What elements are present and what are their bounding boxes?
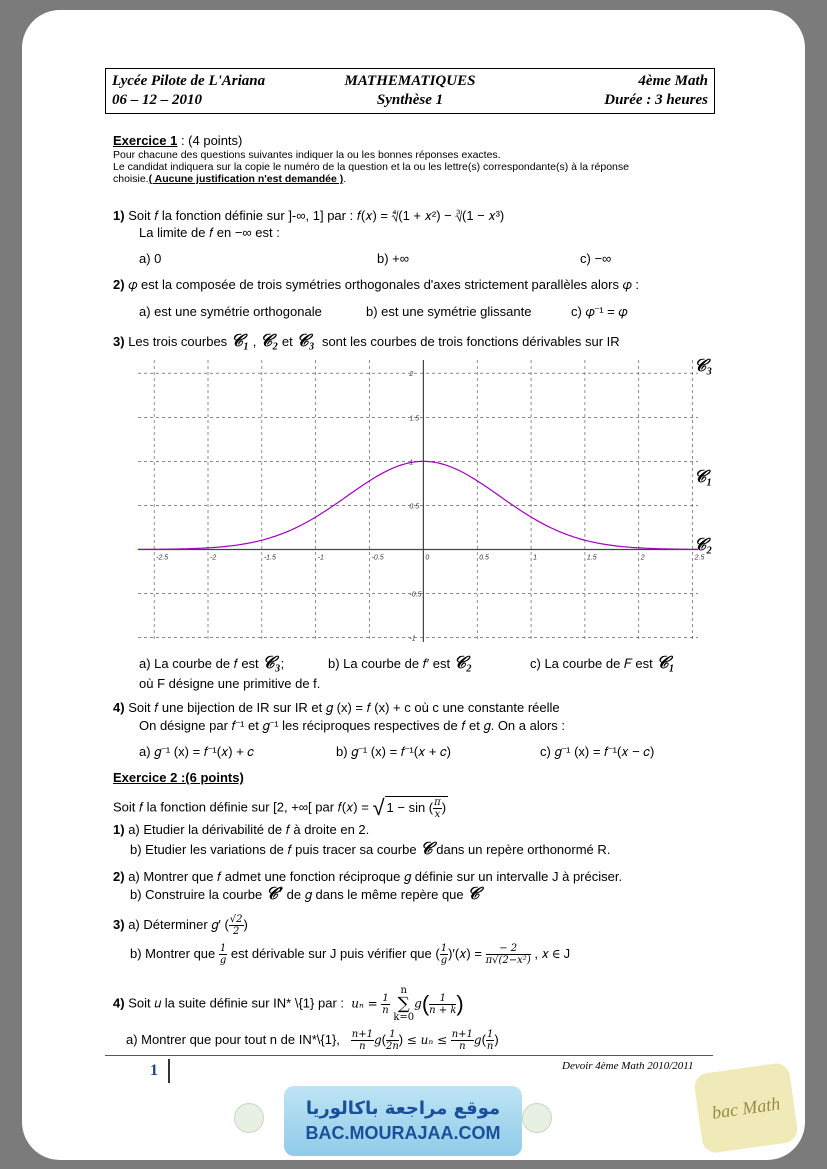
bac-math-badge: bac Math — [693, 1062, 799, 1155]
x-tick-label: 2 — [640, 554, 645, 562]
ex1-intro-2: Le candidat indiquera sur la copie le numéro de la question et la ou les lettre(s) correspondante(s) à la réponse — [113, 161, 629, 173]
x-tick-label: -1 — [317, 554, 324, 562]
ex2-q4-a: a) Montrer que pour tout n de IN*\{1}, — [126, 1031, 340, 1047]
q3-choice-a: a) La courbe de 𝑓 est — [139, 656, 259, 671]
ex2-q3-a-num: √2 — [229, 914, 243, 925]
ex2-q3-b-num-b: 1 — [440, 943, 448, 954]
ex2-q4-a-n1: n+1 — [351, 1029, 373, 1040]
q2-choice-c: c) 𝜑⁻¹ = 𝜑 — [571, 304, 628, 319]
ex2-q3-b2: est dérivable sur J puis vérifier que ( — [230, 945, 440, 961]
site-banner[interactable] — [284, 1086, 522, 1156]
c2-label: 𝒞₂ — [259, 331, 279, 350]
ex2-pi: 𝜋 — [434, 797, 441, 808]
level: 4ème Math — [638, 73, 708, 89]
right-logo-icon — [522, 1103, 552, 1133]
ex2-q4-num: 4) — [113, 995, 125, 1011]
ex2-q3-b-den2: 𝜋√(2−𝑥²) — [485, 955, 531, 966]
ex2-q4-formula: 𝑢ₙ = — [351, 996, 378, 1011]
ex1-no-justification: ( Aucune justification n'est demandée ) — [148, 173, 344, 185]
c1-label: 𝒞₁ — [230, 331, 250, 350]
ex2-q3-a: a) Déterminer 𝑔′ ( — [128, 916, 229, 932]
ex2-q3-a-den: 2 — [232, 926, 240, 937]
y-tick-label: 1.5 — [409, 415, 420, 423]
ex2-intro: Soit 𝑓 la fonction définie sur [2, +∞[ par 𝑓(𝑥) = — [113, 799, 369, 815]
exam-date: 06 – 12 – 2010 — [112, 92, 202, 108]
q4-choice-b: b) 𝑔⁻¹ (x) = 𝑓⁻¹(𝑥 + 𝑐) — [336, 744, 452, 759]
q2-text: 𝜑 est la composée de trois symétries orthogonales d'axes strictement parallèles alors 𝜑 : — [128, 277, 640, 292]
ex1-intro-3: choisie. — [113, 173, 149, 185]
graph-label-c2: 𝒞₂ — [694, 535, 713, 554]
ex2-q4-a-d2: n — [459, 1041, 466, 1052]
graph-label-c1: 𝒞₁ — [694, 467, 713, 486]
header-box — [105, 68, 715, 114]
ex2-q4-text: Soit 𝑢 la suite définie sur IN* \{1} par : — [128, 995, 345, 1011]
ex2-q3-b-den-b: 𝑔 — [440, 955, 448, 966]
site-url[interactable]: BAC.MOURAJAA.COM — [305, 1123, 501, 1143]
page-bar — [168, 1059, 170, 1083]
ex2-q3-b-num: 1 — [219, 943, 227, 954]
q4-num: 4) — [113, 700, 125, 715]
y-tick-label: 1 — [409, 459, 414, 467]
left-logo-icon — [234, 1103, 264, 1133]
ex2-q3-b-num2: − 2 — [486, 943, 531, 955]
footer-devoir: Devoir 4ème Math 2010/2011 — [562, 1060, 694, 1072]
graph-grid — [138, 360, 698, 642]
y-tick-label: -1 — [409, 635, 416, 643]
ex2-q2-curve-c: 𝒞 — [467, 884, 480, 903]
ex2-q2-a: a) Montrer que 𝑓 admet une fonction réciproque 𝑔 définie sur un intervalle J à préciser. — [128, 869, 623, 884]
ex2-q4-a-mid: ≤ 𝑢ₙ ≤ — [406, 1032, 448, 1047]
footer-line — [105, 1055, 713, 1056]
ex2-q1-num: 1) — [113, 822, 125, 837]
y-tick-label: -0.5 — [409, 591, 422, 599]
ex2-q1-b2: dans un repère orthonormé R. — [436, 842, 611, 857]
q4-text: Soit 𝑓 une bijection de IR sur IR et 𝑔 (x) = 𝑓 (x) + c où c une constante réelle — [128, 700, 560, 715]
ex2-q4-gn: 𝑛 + 𝑘 — [429, 1004, 457, 1016]
site-arabic: موقع مراجعة باكالوريا — [305, 1098, 501, 1119]
q1-choice-c: c) −∞ — [580, 251, 612, 266]
x-tick-label: 1 — [533, 554, 537, 562]
q3-text-b: sont les courbes de trois fonctions dérivables sur IR — [321, 334, 620, 349]
exam-sheet: Lycée Pilote de L'Ariana 4ème Math MATHEMATIQUES 06 – 12 – 2010 Durée : 3 heures Synthèse 1 Exercice 1 : (4 points) Pour chacune des questions suivantes indiquer la ou les bonnes réponses exactes. Le candidat indiquera sur la copie le numéro de la question et la ou les lettre(s) correspondante(s) à la réponse choisie.( Aucune justification n'est demandée ). 1) Soit 𝑓 la fonction définie sur ]-∞, 1] par : 𝑓(𝑥) = ∜(1 + 𝑥²) − ∛(1 − 𝑥³) La limite de 𝑓 en −∞ est : a) 0 b) +∞ c) −∞ 2) 𝜑 est la composée de trois symétries orthogonales d'axes strictement parallèles alors 𝜑 : a) est une symétrie orthogonale b) est une symétrie glissante c) 𝜑⁻¹ = 𝜑 3) Les trois courbes 𝒞₁ , 𝒞₂ et 𝒞₃ sont les courbes de trois fonctions dérivables sur IR -2.5 -2 -1.5 -1 -0.5 0 0.5 1 1.5 2 2.5 2 1.5 1 0.5 -0.5 -1 𝒞₃ 𝒞₁ 𝒞₂ a) La courbe de 𝑓 est 𝒞₃; b) La courbe de 𝑓′ est 𝒞₂ c) La courbe de 𝐹 est 𝒞₁ où F désigne une primitive de f. 4) Soit 𝑓 une bijection de IR sur IR et 𝑔 (x) = 𝑓 (x) + c où c une constante réelle On désigne par 𝑓⁻¹ et 𝑔⁻¹ les réciproques respectives de 𝑓 et 𝑔. On a alors : a) 𝑔⁻¹ (x) = 𝑓⁻¹(𝑥) + 𝑐 b) 𝑔⁻¹ (x) = 𝑓⁻¹(𝑥 + 𝑐) c) 𝑔⁻¹ (x) = 𝑓⁻¹(𝑥 − 𝑐) Exercice 2 :(6 points) Soit 𝑓 la fonction définie sur [2, +∞[ par 𝑓(𝑥) = √ 1 − sin ( $\frac{\text{𝜋}}{\text{𝑥}}$ ) 1) a) Etudier la dérivabilité de 𝑓 à droite en 2. b) Etudier les variations de 𝑓 puis tracer sa courbe 𝒞 dans un repère orthonormé R. 2) a) Montrer que 𝑓 admet une fonction réciproque 𝑔 définie sur un intervalle J à préciser. b) Construire la courbe 𝒞′ de 𝑔 dans le même repère que 𝒞 3) a) Déterminer 𝑔′ ( $\frac{√2}{2}$ ) b) Montrer que $\frac{1}{\text{𝑔}}$ est dérivable sur J puis vérifier que ( $\frac{1}{\text{𝑔}}$ )′(𝑥) = $\frac{- 2}{\text{𝜋√(2−𝑥²)}}$ , 𝑥 ∈ J 4) Soit 𝑢 la suite définie sur IN* \{1} par : 𝑢ₙ = $\frac{1}{\text{𝑛}}$ n ∑ k=0 𝑔( $\frac{1}{\text{𝑛 + 𝑘}}$ ) a) Montrer que pour tout n de IN*\{1}, $\frac{n+1}{n}$ 𝑔( $\frac{1}{2n}$ ) ≤ 𝑢ₙ ≤ $\frac{n+1}{n}$ 𝑔( $\frac{1}{n}$ ) 1 Devoir 4ème Math 2010/2011 موقع مراجعة باكالوريا BAC.MOURAJAA.COM bac Math — [22, 10, 805, 1160]
ex2-q4-a-g1d: 2n — [385, 1041, 399, 1052]
ex2-q4-sum-bot: k=0 — [393, 1012, 415, 1023]
x-tick-label: 2.5 — [694, 554, 705, 562]
q4-line2: On désigne par 𝑓⁻¹ et 𝑔⁻¹ les réciproques respectives de 𝑓 et 𝑔. On a alors : — [139, 718, 566, 733]
ex2-q4-a-g2d: n — [486, 1041, 494, 1052]
ex2-q4-a-d1: n — [359, 1041, 366, 1052]
ex2-q3-b3: )′(𝑥) = — [448, 945, 482, 961]
ex2-q4-1: 1 — [382, 992, 389, 1004]
ex1-intro-1: Pour chacune des questions suivantes indiquer la ou les bonnes réponses exactes. — [113, 149, 501, 161]
q1-num: 1) — [113, 208, 125, 223]
ex2-q4-a-n2: n+1 — [451, 1029, 473, 1040]
q4-choice-c: c) 𝑔⁻¹ (x) = 𝑓⁻¹(𝑥 − 𝑐) — [540, 744, 655, 759]
ex2-radicand: 1 − sin ( — [386, 799, 434, 815]
ex2-q2-b: b) Construire la courbe — [130, 887, 263, 902]
ex2-q1-a: a) Etudier la dérivabilité de 𝑓 à droite en 2. — [128, 822, 370, 837]
c3-label: 𝒞₃ — [296, 331, 315, 350]
ex2-q1-b: b) Etudier les variations de 𝑓 puis tracer sa courbe — [130, 842, 417, 857]
ex1-title: Exercice 1 — [113, 133, 178, 148]
ex2-q1-curve: 𝒞 — [420, 839, 433, 858]
ex2-title: Exercice 2 :(6 points) — [113, 770, 244, 785]
q3-choice-b: b) La courbe de 𝑓′ est — [328, 656, 451, 671]
x-tick-label: 1.5 — [586, 554, 597, 562]
ex2-q3-num: 3) — [113, 916, 125, 932]
q2-choice-b: b) est une symétrie glissante — [366, 304, 532, 319]
ex1-intro-dot: . — [343, 173, 347, 185]
school-name: Lycée Pilote de L'Ariana — [112, 73, 266, 89]
ex2-q4-sum-top: n — [400, 985, 407, 996]
ex1-points: : (4 points) — [177, 133, 243, 148]
x-tick-label: 0.5 — [479, 554, 489, 562]
ex2-q3-b-den: 𝑔 — [219, 955, 227, 966]
q3-note: où F désigne une primitive de f. — [139, 676, 321, 691]
q2-choice-a: a) est une symétrie orthogonale — [139, 304, 322, 319]
ex2-x: 𝑥 — [434, 809, 441, 820]
x-tick-label: -2.5 — [156, 554, 169, 562]
subject: MATHEMATIQUES — [344, 73, 476, 89]
q3-text-a: Les trois courbes — [128, 334, 228, 349]
page — [22, 10, 805, 1160]
page-number: 1 — [150, 1062, 158, 1079]
ex2-q4-g1: 1 — [429, 993, 456, 1005]
q2-num: 2) — [113, 277, 125, 292]
ex2-q2-num: 2) — [113, 869, 125, 884]
q3-c-curve: 𝒞₁ — [656, 653, 675, 672]
x-tick-label: 0 — [425, 554, 430, 562]
graph-label-c3: 𝒞₃ — [694, 356, 713, 375]
ex2-q4-a-g2n: 1 — [486, 1029, 494, 1040]
q3-b-curve: 𝒞₂ — [453, 653, 473, 672]
graph-tick-labels — [156, 371, 704, 642]
ex2-q2-curve-cp: 𝒞′ — [265, 884, 284, 903]
duration: Durée : 3 heures — [604, 92, 708, 108]
q4-choice-a: a) 𝑔⁻¹ (x) = 𝑓⁻¹(𝑥) + 𝑐 — [139, 744, 255, 759]
q1-choice-b: b) +∞ — [377, 251, 410, 266]
x-tick-label: -2 — [210, 554, 217, 562]
q1-line2: La limite de 𝑓 en −∞ est : — [139, 225, 280, 240]
q1-text: Soit 𝑓 la fonction définie sur ]-∞, 1] par : 𝑓(𝑥) = ∜(1 + 𝑥²) − ∛(1 − 𝑥³) — [128, 208, 505, 223]
q3-a-curve: 𝒞₃ — [262, 653, 281, 672]
y-tick-label: 2 — [409, 371, 414, 379]
q3-num: 3) — [113, 334, 125, 349]
ex2-q3-b1: b) Montrer que — [130, 945, 216, 961]
ex2-q3-b4: , 𝑥 ∈ J — [534, 945, 571, 961]
ex2-q2-b2: de 𝑔 dans le même repère que — [286, 887, 464, 902]
exam-name: Synthèse 1 — [376, 92, 444, 108]
ex2-q4-a-g1n: 1 — [386, 1029, 399, 1041]
x-tick-label: -0.5 — [371, 554, 384, 562]
y-tick-label: 0.5 — [409, 503, 420, 511]
x-tick-label: -1.5 — [263, 554, 276, 562]
q1-choice-a: a) 0 — [139, 251, 162, 266]
q3-choice-c: c) La courbe de 𝐹 est — [530, 656, 653, 671]
ex2-q4-n: 𝑛 — [382, 1004, 389, 1016]
